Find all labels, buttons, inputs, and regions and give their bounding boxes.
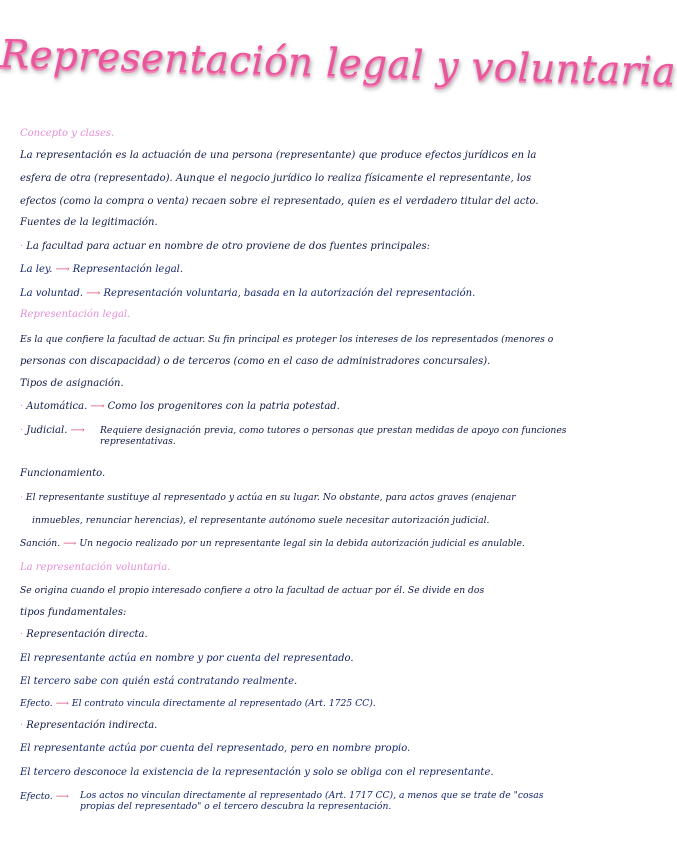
bullet-dot-icon: ·: [20, 720, 24, 731]
paragraph-line: efectos (como la compra o venta) recaen sobre el representado, quien es el verdadero titular del acto.: [20, 196, 539, 207]
subheading-fuentes: Fuentes de la legitimación.: [20, 217, 158, 228]
right-arrow-icon: ⟶: [55, 264, 70, 275]
paragraph-line: personas con discapacidad) o de terceros (como en el caso de administradores concursales).: [20, 356, 491, 367]
subheading-funcionamiento: Funcionamiento.: [20, 468, 106, 479]
definition: Un negocio realizado por un representante legal sin la debida autorización judicial es anulable.: [79, 538, 525, 549]
bullet-dot-icon: ·: [20, 241, 24, 252]
list-item: [20, 240, 585, 253]
bullet-dot-icon: ·: [20, 401, 24, 412]
list-item-text: Representación indirecta.: [26, 720, 158, 731]
list-item: [20, 263, 585, 276]
paragraph-line: El tercero desconoce la existencia de la representación y solo se obliga con el representante.: [20, 767, 494, 778]
list-item-text: Representación directa.: [26, 629, 148, 640]
term: Efecto.: [20, 791, 53, 802]
list-item-text: El representante sustituye al representado y actúa en su lugar. No obstante, para actos graves (enajenar: [25, 492, 516, 503]
list-item-text: La facultad para actuar en nombre de otro proviene de dos fuentes principales:: [26, 241, 431, 252]
paragraph-line: inmuebles, renunciar herencias), el representante autónomo suele necesitar autorización judicial.: [32, 515, 490, 526]
term: Sanción.: [20, 538, 61, 549]
list-item: [20, 537, 585, 550]
section-heading-legal: Representación legal.: [20, 309, 131, 320]
paragraph-line: Se origina cuando el propio interesado confiere a otro la facultad de actuar por él. Se divide en dos: [20, 585, 485, 596]
right-arrow-icon: ⟶: [63, 538, 77, 549]
term: Judicial.: [26, 425, 68, 436]
paragraph-line: El representante actúa por cuenta del representado, pero en nombre propio.: [20, 743, 411, 754]
paragraph-line: esfera de otra (representado). Aunque el negocio jurídico lo realiza físicamente el representante, los: [20, 173, 532, 184]
right-arrow-icon: ⟶: [55, 698, 69, 709]
definition: Los actos no vinculan directamente al representado (Art. 1717 CC), a menos que se trate de "cosas propias del representado" o el tercero descubra la representación.: [80, 790, 544, 812]
right-arrow-icon: ⟶: [70, 425, 85, 436]
definition: Representación legal.: [72, 264, 184, 275]
right-arrow-icon: ⟶: [55, 791, 69, 802]
bullet-dot-icon: ·: [20, 425, 24, 436]
bullet-dot-icon: ·: [20, 492, 23, 503]
paragraph-line: tipos fundamentales:: [20, 607, 127, 618]
subheading-tipos: Tipos de asignación.: [20, 378, 124, 389]
term: Automática.: [26, 401, 88, 412]
list-item: [20, 287, 585, 300]
definition: Representación voluntaria, basada en la autorización del representación.: [103, 288, 476, 299]
term: La ley.: [20, 264, 53, 275]
section-heading-concepto: Concepto y clases.: [20, 128, 115, 139]
section-heading-voluntaria: La representación voluntaria.: [20, 562, 171, 573]
right-arrow-icon: ⟶: [90, 401, 105, 412]
list-item: [20, 697, 585, 710]
subheading-directa: [20, 628, 585, 641]
term: Efecto.: [20, 698, 53, 709]
term: La voluntad.: [20, 288, 84, 299]
definition: Como los progenitores con la patria potestad.: [107, 401, 340, 412]
paragraph-line: El representante actúa en nombre y por cuenta del representado.: [20, 653, 354, 664]
definition: El contrato vincula directamente al representado (Art. 1725 CC).: [71, 698, 376, 709]
paragraph-line: Es la que confiere la facultad de actuar. Su fin principal es proteger los intereses de los representados (menores o: [20, 334, 554, 345]
page-title: Representación legal y voluntaria: [0, 32, 677, 95]
paragraph-line: La representación es la actuación de una persona (representante) que produce efectos jurídicos en la: [20, 150, 537, 161]
list-item: [20, 491, 585, 504]
list-item: [20, 400, 585, 413]
bullet-dot-icon: ·: [20, 629, 24, 640]
right-arrow-icon: ⟶: [86, 288, 101, 299]
subheading-indirecta: [20, 719, 585, 732]
definition: Requiere designación previa, como tutores o personas que prestan medidas de apoyo con funciones representativas.: [100, 425, 567, 447]
paragraph-line: El tercero sabe con quién está contratando realmente.: [20, 676, 298, 687]
